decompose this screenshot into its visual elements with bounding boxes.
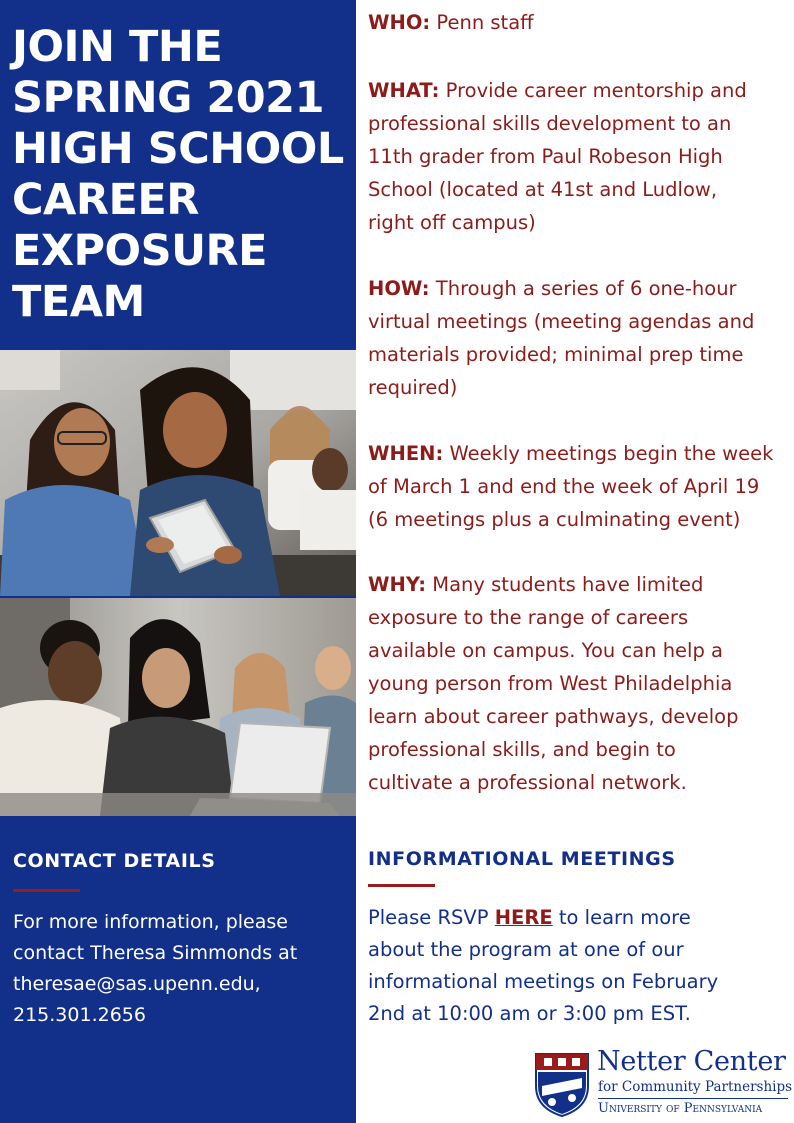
contact-heading: CONTACT DETAILS [13,850,216,872]
what-text: 11th grader from Paul Robeson High [368,145,723,168]
info-divider [368,884,435,887]
info-meetings-heading: INFORMATIONAL MEETINGS [368,848,676,870]
students-laptop-photo [0,598,356,816]
why-section [368,568,739,799]
how-section [368,272,754,404]
contact-line: For more information, please [13,911,288,933]
when-text: of March 1 and end the week of April 19 [368,475,760,498]
poster-title [12,22,352,328]
why-text: learn about career pathways, develop [368,705,739,728]
info-text [368,902,718,1030]
contact-text [13,907,348,1031]
mentor-tablet-photo [0,350,356,596]
what-text: professional skills development to an [368,112,732,135]
logo-subtitle: for Community Partnerships [598,1079,793,1095]
contact-phone: 215.301.2656 [13,1004,146,1026]
info-line: informational meetings on February [368,970,719,993]
when-section [368,437,773,536]
logo-divider [598,1098,788,1099]
who-section [368,6,534,39]
who-text: Penn staff [430,11,534,34]
why-text: professional skills, and begin to [368,738,676,761]
title-line: CAREER [12,175,199,225]
contact-line: contact Theresa Simmonds at [13,942,298,964]
why-text: young person from West Philadelphia [368,672,733,695]
rsvp-here-link[interactable]: HERE [494,906,553,929]
title-line: HIGH SCHOOL [12,124,344,174]
why-text: available on campus. You can help a [368,639,723,662]
who-label: WHO: [368,11,431,34]
contact-divider [13,889,80,892]
how-text: materials provided; minimal prep time [368,343,744,366]
why-text: cultivate a professional network. [368,771,687,794]
how-text: virtual meetings (meeting agendas and [368,310,755,333]
how-text: required) [368,376,458,399]
info-text-part: to learn more [552,906,691,929]
when-text: (6 meetings plus a culminating event) [368,508,741,531]
how-label: HOW: [368,277,430,300]
why-label: WHY: [368,573,427,596]
title-line: SPRING 2021 [12,73,325,123]
netter-center-logo [534,1046,793,1120]
what-label: WHAT: [368,79,440,102]
logo-name: Netter Center [597,1046,786,1077]
what-text: School (located at 41st and Ludlow, [368,178,718,201]
info-line: about the program at one of our [368,938,684,961]
when-text: Weekly meetings begin the week [443,442,774,465]
what-text: Provide career mentorship and [439,79,747,102]
how-text: Through a series of 6 one-hour [429,277,737,300]
logo-university: University of Pennsylvania [598,1101,763,1116]
when-label: WHEN: [368,442,444,465]
why-text: exposure to the range of careers [368,606,689,629]
info-line: 2nd at 10:00 am or 3:00 pm EST. [368,1002,691,1025]
title-line: TEAM [12,277,145,327]
what-section [368,74,747,239]
title-line: EXPOSURE [12,226,267,276]
title-line: JOIN THE [12,22,223,72]
contact-email[interactable]: theresae@sas.upenn.edu, [13,973,261,995]
what-text: right off campus) [368,211,536,234]
penn-shield-icon [534,1052,590,1118]
why-text: Many students have limited [426,573,704,596]
info-text-part: Please RSVP [368,906,495,929]
